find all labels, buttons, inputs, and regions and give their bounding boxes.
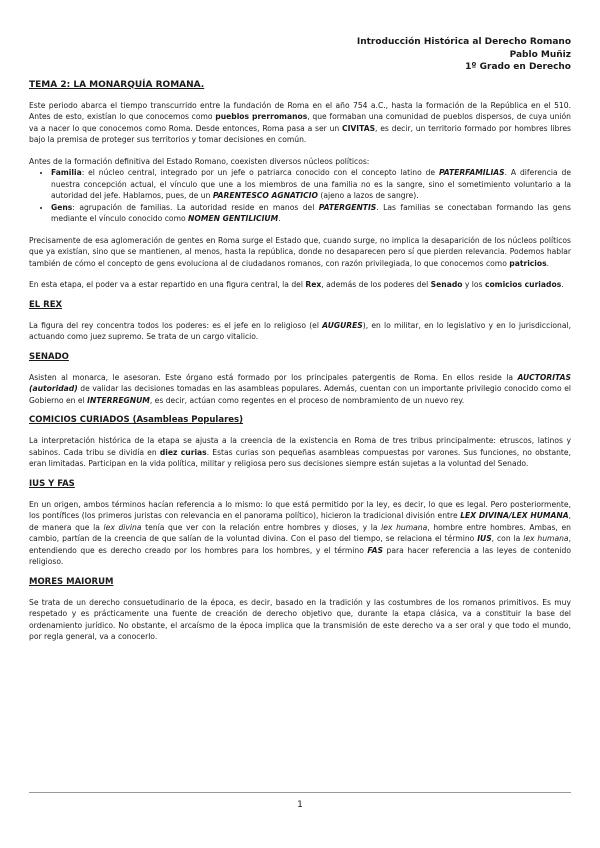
emphasis-text: AUCTORITAS (autoridad) [29, 372, 571, 393]
section-body [29, 597, 571, 643]
list-item-gens [51, 202, 571, 225]
nucleos-list [29, 167, 571, 225]
text-run: tenía que ver con la relación entre hombres y dioses, y la [141, 522, 382, 532]
text-run: La figura del rey concentra todos los poderes: es el jefe en lo religioso (el [29, 320, 323, 330]
text-run: . [546, 258, 550, 268]
section-body [29, 372, 571, 407]
section-senado [29, 352, 571, 407]
text-run: : el núcleo central, integrado por un jefe o patriarca conocido con el concepto latino de [81, 168, 439, 177]
section-heading: SENADO [29, 351, 69, 362]
author-name: Pablo Muñiz [509, 49, 571, 60]
text-run: , es decir, un territorio formado por hombres libres bajo la premisa de proteger sus territorios y tomar decisiones en común. [29, 123, 571, 144]
text-run: y los [462, 280, 485, 289]
degree-label: 1º Grado en Derecho [465, 62, 571, 72]
section-body [29, 435, 571, 470]
emphasis-text: comicios curiados [484, 280, 562, 289]
section-comicios [29, 415, 571, 470]
text-run: . Estas curias son pequeñas asambleas compuestas por varones. Sus funciones, no obstante, eran limitadas. Participan en la vida política, militar y religiosa pero sus decisiones siempre están sujetas a la voluntad del Senado. [29, 447, 571, 468]
text-run: Asisten al monarca, le asesoran. Este órgano está formado por los principales patergentis de Roma. En ellos reside la [29, 372, 518, 382]
list-item-familia [51, 167, 571, 202]
text-run: La interpretación histórica de la etapa se ajusta a la creencia de la existencia en Roma de tres tribus principalmente: etruscos, latinos y sabinos. Cada tribu se dividía en [29, 436, 571, 457]
text-run: Precisamente de esa aglomeración de gentes en Roma surge el Estado que, cuando surge, no implica la desaparición de los núcleos políticos que ya existían, sino que se mantienen, al menos, hasta la república, donde no desaparecen pero sí que pierden relevancia. Podemos hablar también de cómo el concepto de gens evoluciona al de ciudadanos romanos, con razón privilegiada, lo que conocemos como [29, 235, 571, 268]
emphasis-text: AUGURES [322, 320, 363, 330]
section-heading: COMICIOS CURIADOS (Asambleas Populares) [29, 415, 243, 425]
emphasis-text: LEX DIVINA/LEX HUMANA [460, 511, 569, 520]
emphasis-text: PATERFAMILIAS [438, 168, 505, 177]
text-run: , con la [491, 534, 524, 543]
emphasis-text: NOMEN GENTILICIUM [188, 214, 279, 223]
section-heading: IUS Y FAS [29, 478, 75, 489]
emphasis-text: patricios [509, 258, 547, 268]
text-run: para hacer referencia a las leyes de contenido religioso. [29, 545, 571, 566]
section-mores-maiorum [29, 577, 571, 643]
text-run: . [278, 214, 281, 223]
document-header [29, 36, 571, 74]
intro-paragraph [29, 100, 571, 146]
text-run: , además de los poderes del [321, 280, 431, 289]
text-run: Este periodo abarca el tiempo transcurrido entre la fundación de Roma en el año 754 a.C., hasta la formación de la República en el 510. Antes de esto, existían lo que conocemos como [29, 100, 571, 121]
page-number: 1 [297, 800, 303, 810]
text-run: , entendiendo que es derecho creado por los hombres para los hombres, y el término [29, 534, 571, 555]
text-run: Se trata de un derecho consuetudinario de la época, es decir, basado en la tradición y las costumbres de los romanos primitivos. Es muy respetado y es prácticamente una fuente de creación de derecho objetivo que, durante la etapa clásica, va a constituir la base del ordenamiento jurídico. No obstante, el arcaísmo de la época implica que la transmisión de este derecho va a ser oral y que todo el mundo, por regla general, va a conocerlo. [29, 597, 571, 641]
course-title: Introducción Histórica al Derecho Romano [356, 37, 571, 47]
section-heading: MORES MAIORUM [29, 576, 114, 587]
text-run: , es decir, actúan como regentes en el proceso de nombramiento de un nuevo rey. [149, 395, 465, 405]
italic-text: lex humana [523, 534, 569, 543]
text-run: . [561, 280, 564, 289]
footer-divider [29, 792, 571, 793]
text-run: . Las familias se conectaban formando las gens mediante el vínculo conocido como [51, 202, 571, 223]
text-run: , de manera que la [29, 511, 571, 532]
text-run: , que formaban una comunidad de pueblos dispersos, de cuya unión va a nacer lo que conocemos como Roma. Desde entonces, Roma pasa a ser un [29, 112, 571, 133]
document-page [29, 36, 571, 643]
emphasis-text: INTERREGNUM [87, 395, 150, 405]
chapter-title: TEMA 2: LA MONARQUÍA ROMANA. [29, 79, 205, 90]
emphasis-text: Familia [51, 168, 82, 177]
text-run: . A diferencia de nuestra concepción actual, el vínculo que une a los miembros de una familia no es la sangre, sino el sometimiento voluntario a la autoridad del jefe. Hablamos, pues, de un [51, 168, 571, 200]
emphasis-text: pueblos prerromanos [215, 112, 308, 121]
emphasis-text: Gens [51, 202, 73, 212]
text-run: , hombre entre hombres. Ambas, en cambio, partían de la creencia de que salían de la voluntad divina. Con el paso del tiempo, se relaciona el término [29, 522, 571, 543]
emphasis-text: PATERGENTIS [318, 202, 377, 212]
poder-paragraph [29, 279, 571, 291]
emphasis-text: Rex [305, 280, 322, 289]
text-run: ), en lo militar, en lo legislativo y en lo jurisdiccional, actuando como juez supremo. Se trata de un cargo vitalicio. [29, 320, 571, 341]
emphasis-text: IUS [477, 534, 492, 543]
text-run: de validar las decisiones tomadas en las asambleas populares. Además, cuentan con un importante privilegio conocido como el Gobierno en el [29, 384, 571, 405]
section-body [29, 499, 571, 568]
emphasis-text: FAS [367, 545, 383, 555]
text-run: En un origen, ambos términos hacían referencia a lo mismo: lo que está permitido por la ley, es decir, lo que es legal. Pero posteriormente, los pontífices (los primeros juristas con relevancia en el panorama político), hicieron la tradicional división entre [29, 499, 571, 520]
nucleos-intro: Antes de la formación definitiva del Estado Romano, coexisten diversos núcleos políticos: [29, 156, 370, 166]
section-ius-fas [29, 479, 571, 568]
section-rex [29, 300, 571, 343]
italic-text: lex humana [381, 522, 428, 532]
text-run: (ajeno a lazos de sangre). [317, 191, 419, 200]
text-run: : agrupación de familias. La autoridad reside en manos del [72, 202, 319, 212]
italic-text: lex divina [103, 522, 142, 532]
section-body [29, 320, 571, 343]
text-run: En esta etapa, el poder va a estar repartido en una figura central, la del [29, 280, 306, 289]
section-heading: EL REX [29, 299, 63, 310]
aglomeracion-paragraph [29, 235, 571, 270]
emphasis-text: PARENTESCO AGNATICIO [212, 191, 318, 200]
emphasis-text: CIVITAS [342, 123, 376, 133]
emphasis-text: diez curias [159, 447, 207, 457]
emphasis-text: Senado [430, 280, 463, 289]
